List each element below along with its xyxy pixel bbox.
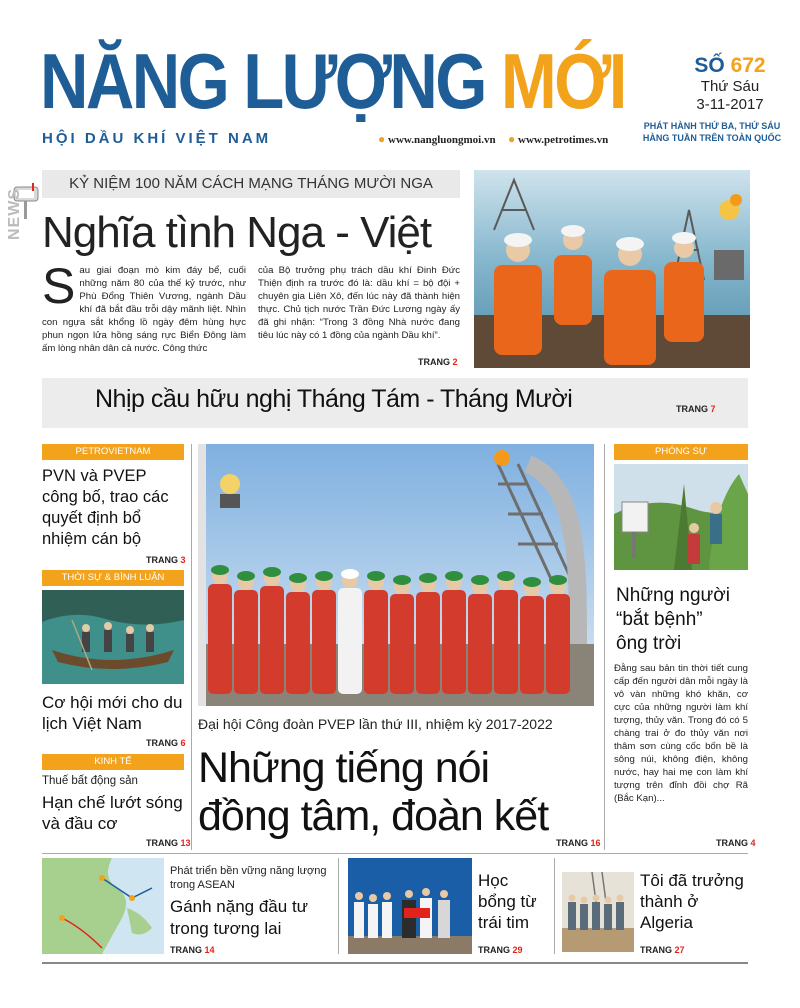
feature-headline[interactable]: Những tiếng nói đồng tâm, đoàn kết [198,744,549,840]
algeria-headline[interactable]: Tôi đã trưởng thành ở Algeria [640,871,744,932]
masthead-logo [40,37,640,130]
issue-number: 672 [730,54,766,77]
section-label-phong-su[interactable]: PHÓNG SỰ [614,444,748,460]
logo-part2: MỚI [500,37,625,125]
lead-page-ref[interactable]: TRANG 2 [418,357,458,367]
bottom-divider-1 [338,858,339,954]
organization-name: HỘI DẦU KHÍ VIỆT NAM [42,130,272,147]
lead-body-col2: của Bộ trưởng phụ trách dầu khí Đinh Đức Thiện định ra trước đó là: dầu khí = bộ đội + chuyên gia Liên Xô, đến lúc này đã thành hiện thực. Chủ tịch nước Trần Đức Lương ngày ấy đã ghi nhận: “Trong 3 đồng Nhà nước đang tiêu lúc này có 1 đồng của ngành Dầu khí”. [258,265,460,341]
tourism-headline[interactable]: Cơ hội mới cho du lịch Việt Nam [42,693,183,733]
feature-caption: Đại hội Công đoàn PVEP lần thứ III, nhiệm kỳ 2017-2022 [198,716,553,732]
bottom-divider-top [42,853,748,854]
issue-weekday: Thứ Sáu [700,78,760,95]
tax-headline[interactable]: Hạn chế lướt sóng và đầu cơ [42,793,183,833]
column-divider-left [191,444,192,850]
logo-part1: NĂNG LƯỢNG [40,37,485,125]
bottom-divider-2 [554,858,555,954]
tourism-page-ref[interactable]: TRANG 6 [146,738,186,748]
issue-date: 3-11-2017 [696,96,764,113]
asean-map-graphic [42,858,164,954]
union-congress-photo [198,444,594,706]
weather-body: Đằng sau bản tin thời tiết cung cấp đến người dân mỗi ngày là vô vàn những khó khăn, cơ cực của những người làm khí tượng, thủy văn. Trong đó có 5 chàng trai ở đo thủy văn nơi thâm sơn cùng cốc bốn bề là sông núi, không điện, không nước, hay hai mẹ con làm khí tượng trên đỉnh đồi chợ Rã (Bắc Kạn)... [614,663,748,804]
section-label-thoi-su[interactable]: THỜI SỰ & BÌNH LUẬN [42,570,184,586]
website-link-2[interactable]: ● www.petrotimes.vn [508,132,609,146]
column-divider-right [604,444,605,850]
feature-page-ref[interactable]: TRANG 16 [556,838,601,848]
tourism-boat-photo [42,590,184,684]
tax-subhead: Thuế bất động sản [42,775,138,787]
algeria-workers-photo [562,872,634,952]
weather-headline[interactable]: Những người “bắt bệnh” ông trời [616,585,730,654]
section-label-kinh-te[interactable]: KINH TẾ [42,754,184,770]
news-label: NEWS [6,188,23,240]
lead-body-col1: Sau giai đoạn mò kim đáy bể, cuối những năm 80 của thế kỷ trước, như Phù Đổng Thiên Vương, ngành Dầu khí đã bắt đầu trỗi dậy mãnh liệt. Nhìn con ngựa sắt khổng lồ ngày đêm hùng hực phun ngọn lửa hồng sáng rực Biển Đông làm ấm lòng nhân dân cả nước. Công thức [42,258,246,354]
lead-headline[interactable]: Nghĩa tình Nga - Việt [42,208,432,257]
pvn-headline[interactable]: PVN và PVEP công bố, trao các quyết định bổ nhiệm cán bộ [42,467,169,548]
algeria-page-ref[interactable]: TRANG 27 [640,945,685,955]
weather-page-ref[interactable]: TRANG 4 [716,838,756,848]
scholarship-event-photo [348,858,472,954]
lead-kicker: KỶ NIỆM 100 NĂM CÁCH MẠNG THÁNG MƯỜI NGA [42,170,460,198]
scholarship-page-ref[interactable]: TRANG 29 [478,945,523,955]
pvn-page-ref[interactable]: TRANG 3 [146,555,186,565]
tax-page-ref[interactable]: TRANG 13 [146,838,191,848]
bottom-divider-end [42,962,748,964]
lead-photo-oil-workers [474,170,750,368]
section-label-petrovietnam[interactable]: PETROVIETNAM [42,444,184,460]
scholarship-headline[interactable]: Học bổng từ trái tim [478,871,537,932]
asean-subhead: Phát triển bền vững năng lượng trong ASEAN [170,865,327,891]
website-link-1[interactable]: ● www.nangluongmoi.vn [378,132,496,146]
banner-page-ref[interactable]: TRANG 7 [676,404,716,414]
asean-page-ref[interactable]: TRANG 14 [170,945,215,955]
asean-headline[interactable]: Gánh nặng đầu tư trong tương lai [170,897,309,938]
banner-headline[interactable]: Nhịp cầu hữu nghị Tháng Tám - Tháng Mười [95,385,573,413]
weather-station-photo [614,464,748,570]
lead-dropcap: S [42,258,76,314]
publication-schedule: PHÁT HÀNH THỨ BA, THỨ SÁU HÀNG TUẦN TRÊN TOÀN QUỐC [642,121,782,143]
issue-info: SỐ 672 Thứ Sáu 3-11-2017 [680,54,780,114]
